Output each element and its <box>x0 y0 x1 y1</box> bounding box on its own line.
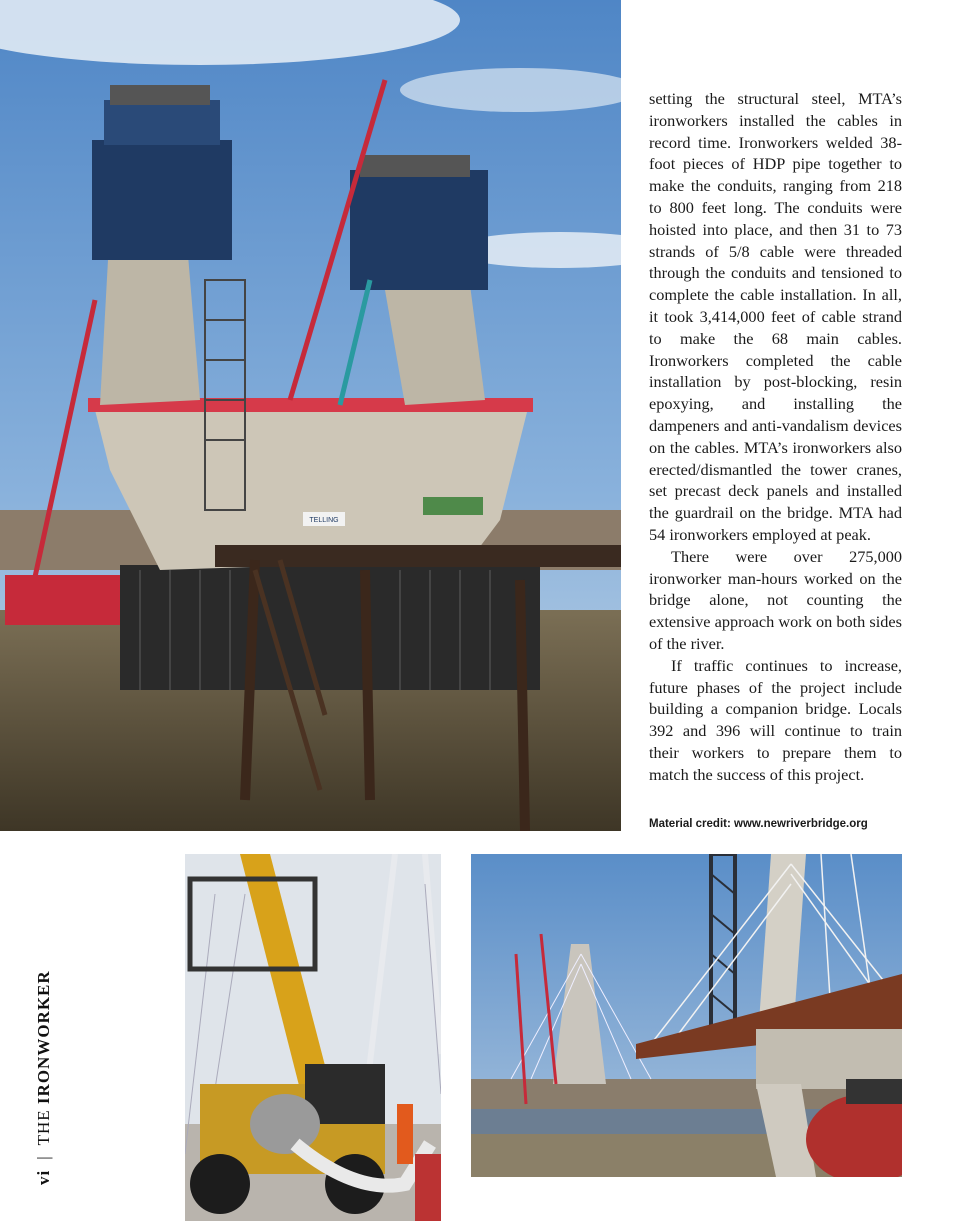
article-body <box>649 88 902 786</box>
foot-separator: | <box>34 1155 53 1160</box>
article-paragraph: If traffic continues to increase, future phases of the project include building a companion bridge. Locals 392 and 396 will continue to train their workers to prepare them to match the success of this project. <box>649 655 902 784</box>
bridge-towers-photo <box>0 0 621 831</box>
magazine-title: IRONWORKER <box>34 970 53 1105</box>
material-credit: Material credit: www.newriverbridge.org <box>649 818 868 830</box>
page-number: vi <box>34 1169 53 1185</box>
magazine-title-prefix: THE <box>34 1109 53 1146</box>
article-paragraph: There were over 275,000 ironworker man-hours worked on the bridge alone, not counting the extensive approach work on both sides of the river. <box>649 546 902 653</box>
running-foot <box>34 970 54 1185</box>
cable-stayed-bridge-photo <box>471 854 902 1177</box>
article-paragraph: setting the structural steel, MTA’s ironworkers installed the cables in record time. Ironworkers welded 38-foot pieces of HDP pipe together to make the conduits, ranging from 218 to 800 feet long. The conduits were hoisted into place, and then 31 to 73 strands of 5/8 cable were threaded through the conduits and tensioned to complete the cable installation. In all, it took 3,414,000 feet of cable strand to make the 68 main cables. Ironworkers completed the cable installation by post-blocking, resin epoxying, and installing the dampeners and anti-vandalism devices on the cables. MTA’s ironworkers also erected/dismantled the tower cranes, set precast deck panels and installed the guardrail on the bridge. MTA had 54 ironworkers employed at peak. <box>649 89 902 544</box>
photo-sign-text: TELLING <box>309 517 339 524</box>
telehandler-photo <box>185 854 441 1221</box>
